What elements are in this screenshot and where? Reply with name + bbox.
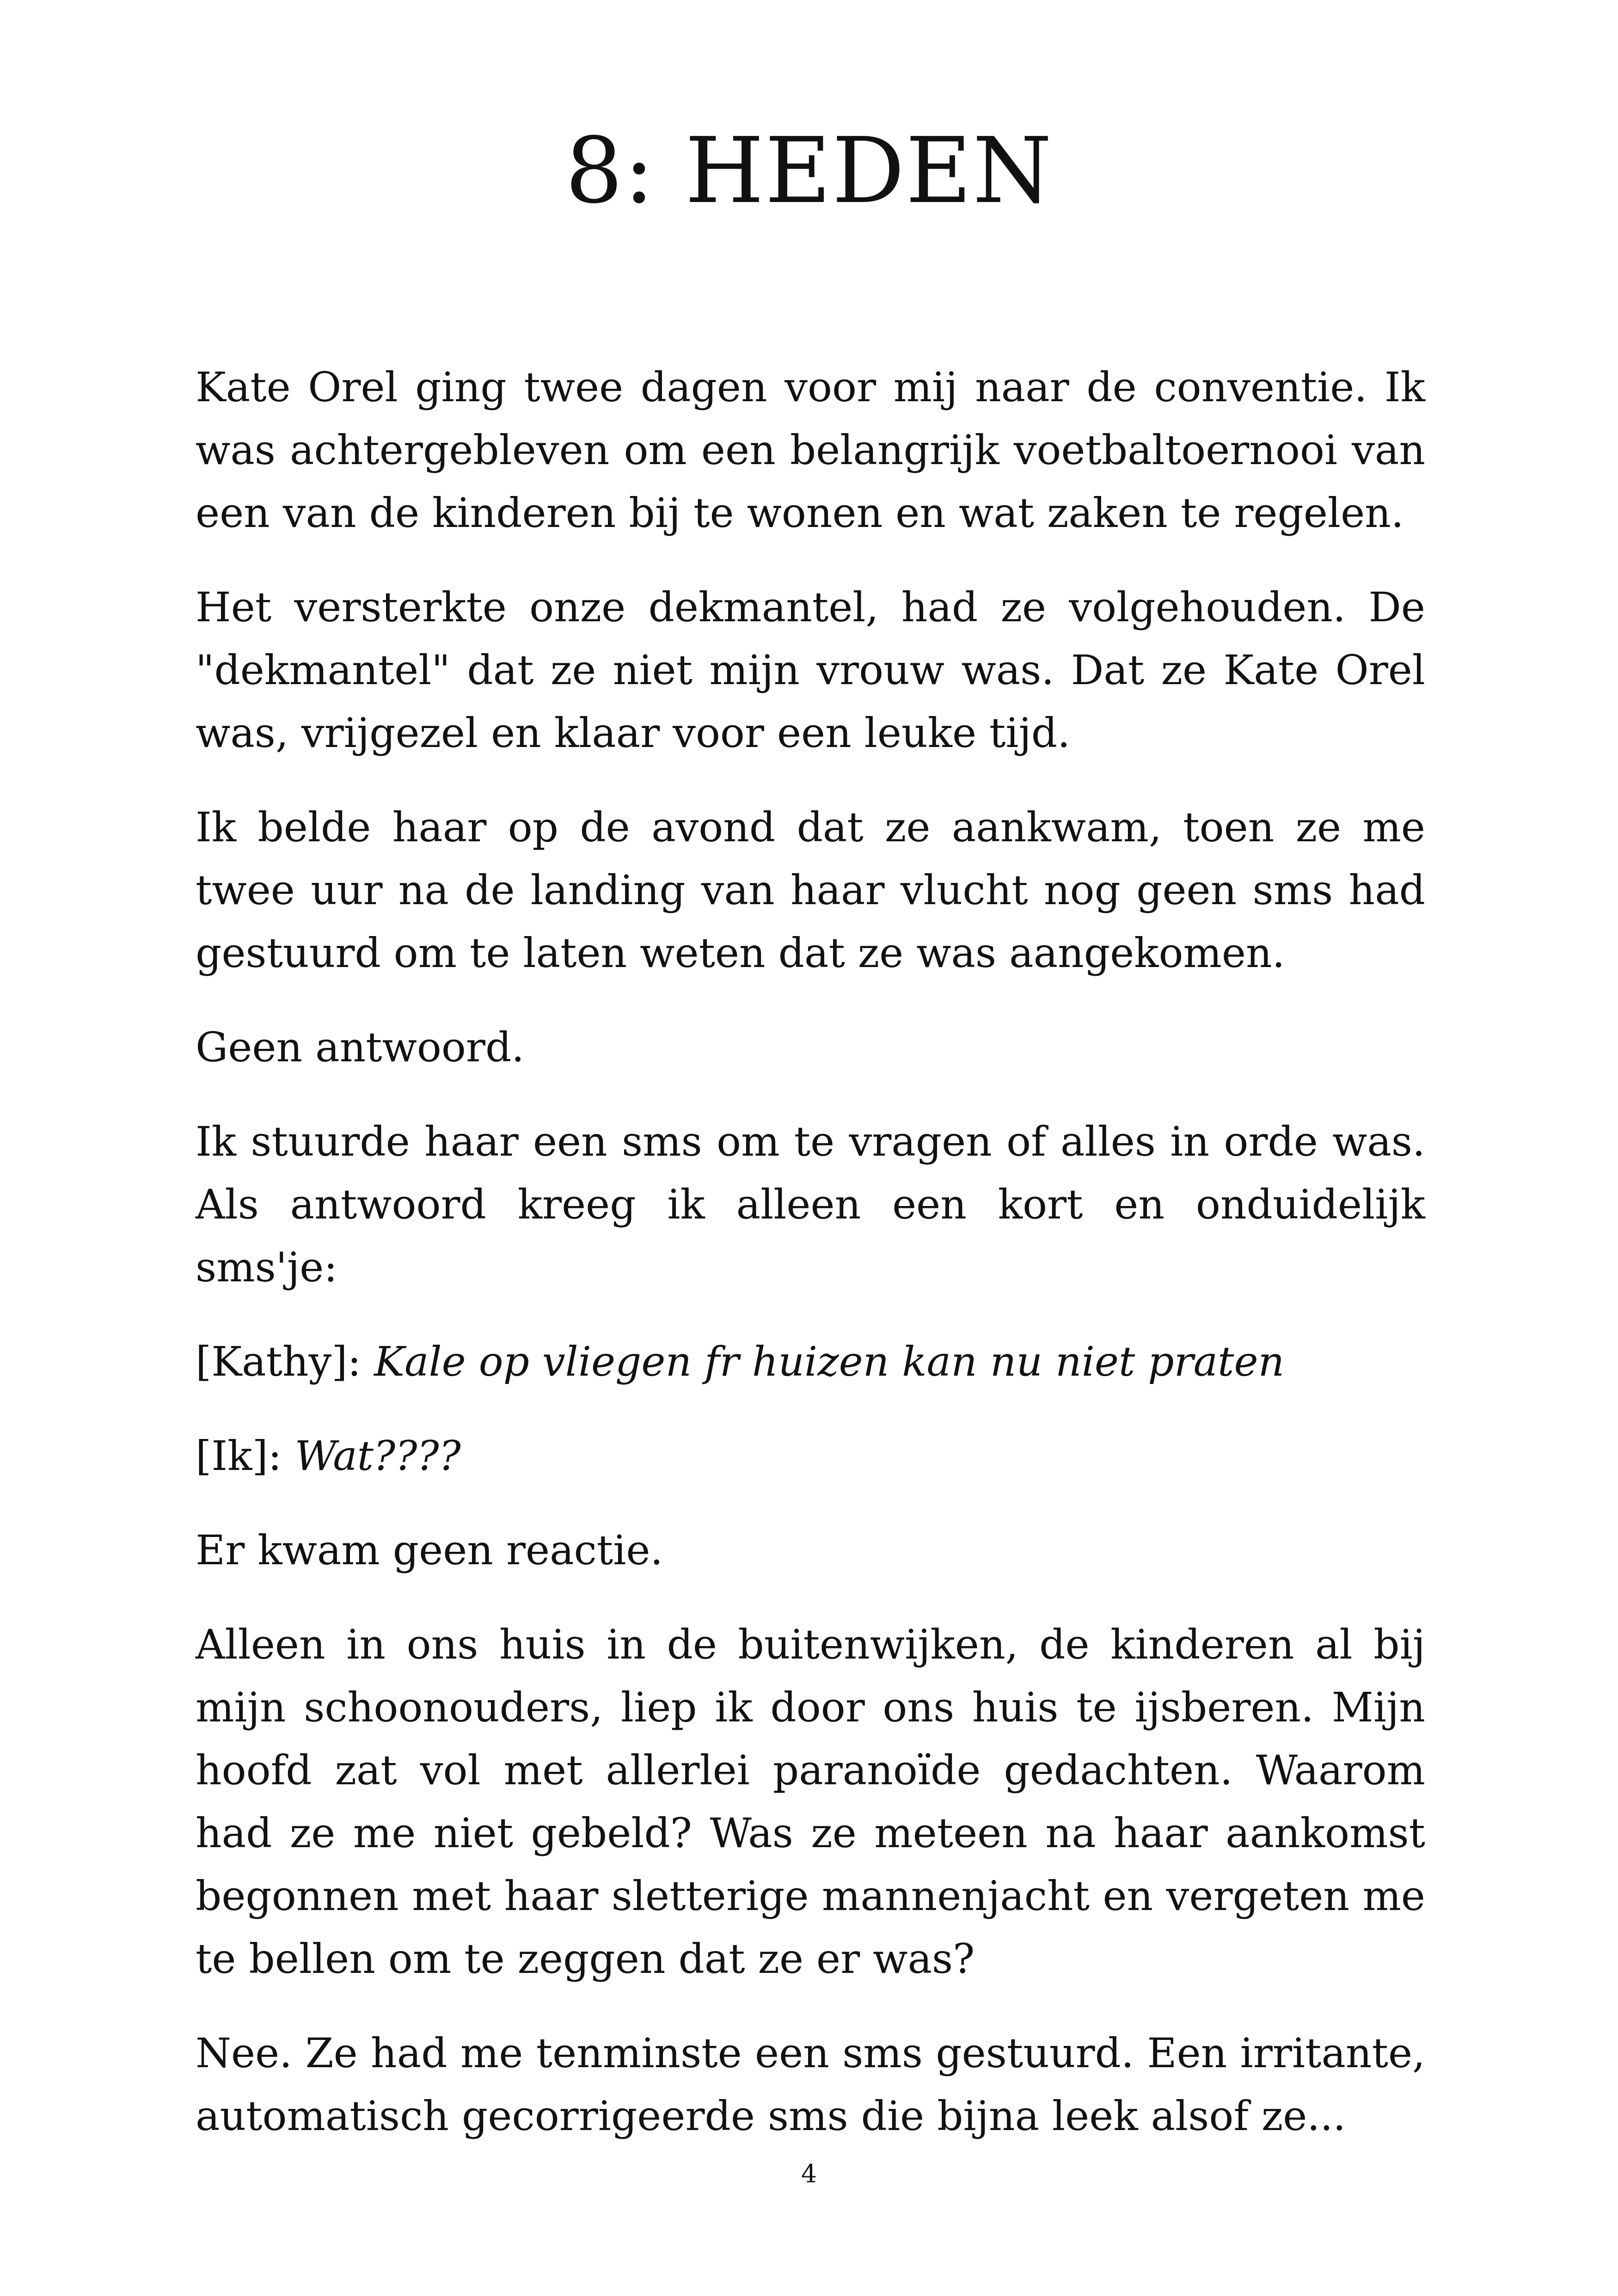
page-number: 4 [801,2159,817,2188]
paragraph: Geen antwoord. [196,1023,525,1071]
paragraph: Alleen in ons huis in de buitenwijken, de kinderen al bij mijn schoonouders, liep ik door ons huis te ijsberen. Mijn hoofd zat vol met allerlei paranoïde gedachten. Waarom had ze me niet gebeld? Was ze meteen na haar aankomst begonnen met haar sletterige mannenjacht en vergeten me te bellen om te zeggen dat ze er was? [196,1621,1425,1983]
paragraph: Ik belde haar op de avond dat ze aankwam, toen ze me twee uur na de landing van haar vlucht nog geen sms had gestuurd om te laten weten dat ze was aangekomen. [196,803,1425,977]
message-sender: [Kathy]: [196,1338,362,1385]
chapter-body [196,356,1425,2179]
text-message-ik [196,1425,1425,1488]
paragraph: Er kwam geen reactie. [196,1526,663,1574]
text-message-kathy [196,1330,1425,1393]
paragraph: Kate Orel ging twee dagen voor mij naar de conventie. Ik was achtergebleven om een belangrijk voetbaltoernooi van een van de kinderen bij te wonen en wat zaken te regelen. [196,363,1425,537]
paragraph: Nee. Ze had me tenminste een sms gestuurd. Een irritante, automatisch gecorrigeerde sms die bijna leek alsof ze... [196,2029,1425,2140]
paragraph: Het versterkte onze dekmantel, had ze volgehouden. De "dekmantel" dat ze niet mijn vrouw was. Dat ze Kate Orel was, vrijgezel en klaar voor een leuke tijd. [196,583,1425,757]
message-text: Wat???? [294,1432,461,1480]
chapter-title: 8: HEDEN [565,118,1053,224]
message-text: Kale op vliegen fr huizen kan nu niet praten [374,1338,1285,1385]
message-sender: [Ik]: [196,1432,282,1480]
paragraph: Ik stuurde haar een sms om te vragen of alles in orde was. Als antwoord kreeg ik alleen een kort en onduidelijk sms'je: [196,1118,1425,1291]
